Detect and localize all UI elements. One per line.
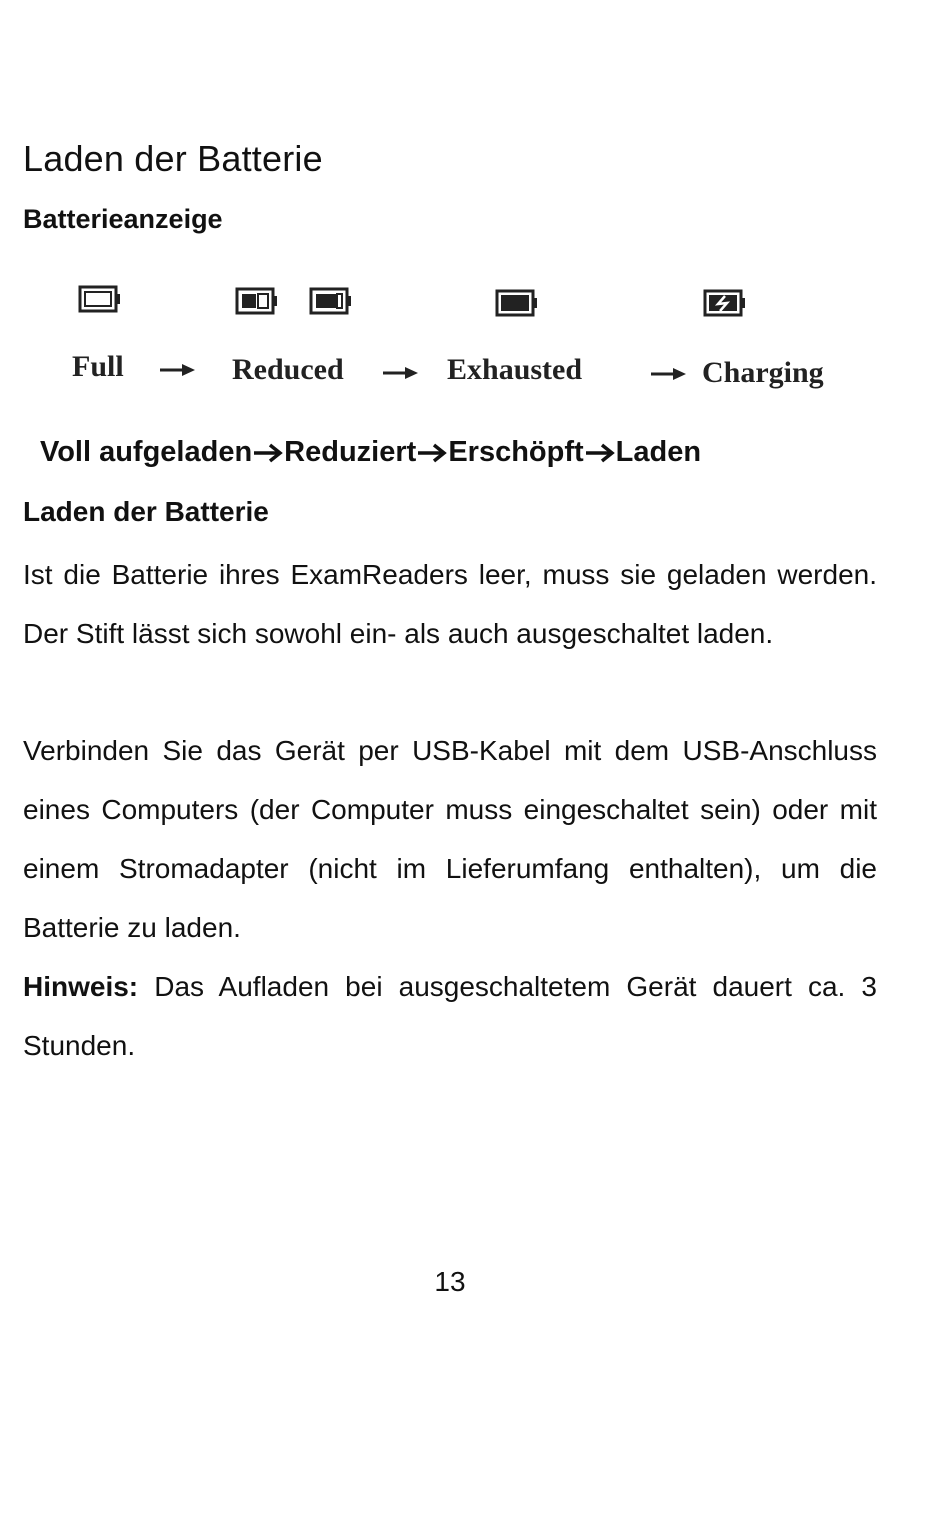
label-reduced: Reduced — [232, 353, 344, 386]
label-charging: Charging — [702, 356, 824, 389]
battery-status-figure — [0, 270, 950, 410]
section-heading: Laden der Batterie — [23, 496, 269, 527]
sequence-step-exhausted: Erschöpft — [448, 436, 584, 468]
page-number: 13 — [434, 1266, 466, 1297]
battery-indicator-heading: Batterieanzeige — [23, 204, 223, 234]
label-full: Full — [72, 350, 124, 383]
note-text: Das Aufladen bei ausgeschaltetem Gerät dauert ca. 3 Stunden. — [23, 971, 877, 1061]
paragraph-usb-connection: Verbinden Sie das Gerät per USB-Kabel mit dem USB-Anschluss eines Computers (der Computer muss eingeschaltet sein) oder mit einem Stromadapter (nicht im Lieferumfang enthalten), um die Batterie zu laden. — [23, 735, 877, 943]
arrow-right-icon — [651, 367, 687, 381]
note-paragraph — [23, 957, 877, 1075]
page-title: Laden der Batterie — [23, 138, 323, 179]
battery-reduced-icon — [235, 286, 279, 316]
label-exhausted: Exhausted — [447, 353, 583, 386]
paragraph-battery-empty: Ist die Batterie ihres ExamReaders leer, muss sie geladen werden. Der Stift lässt sich sowohl ein- als auch ausgeschaltet laden. — [23, 559, 877, 649]
sequence-step-full: Voll aufgeladen — [40, 436, 253, 468]
arrow-right-icon — [585, 443, 615, 463]
note-label: Hinweis: — [23, 971, 139, 1002]
battery-full-icon — [78, 284, 122, 314]
arrow-right-icon — [417, 443, 447, 463]
arrow-right-icon — [383, 366, 419, 380]
sequence-step-charging: Laden — [615, 436, 702, 468]
sequence-step-reduced: Reduziert — [284, 436, 417, 468]
battery-exhausted-icon — [495, 288, 539, 318]
arrow-right-icon — [253, 443, 283, 463]
battery-charging-icon — [703, 288, 747, 318]
arrow-right-icon — [160, 363, 196, 377]
charge-sequence — [40, 436, 701, 469]
battery-reduced-icon — [309, 286, 353, 316]
